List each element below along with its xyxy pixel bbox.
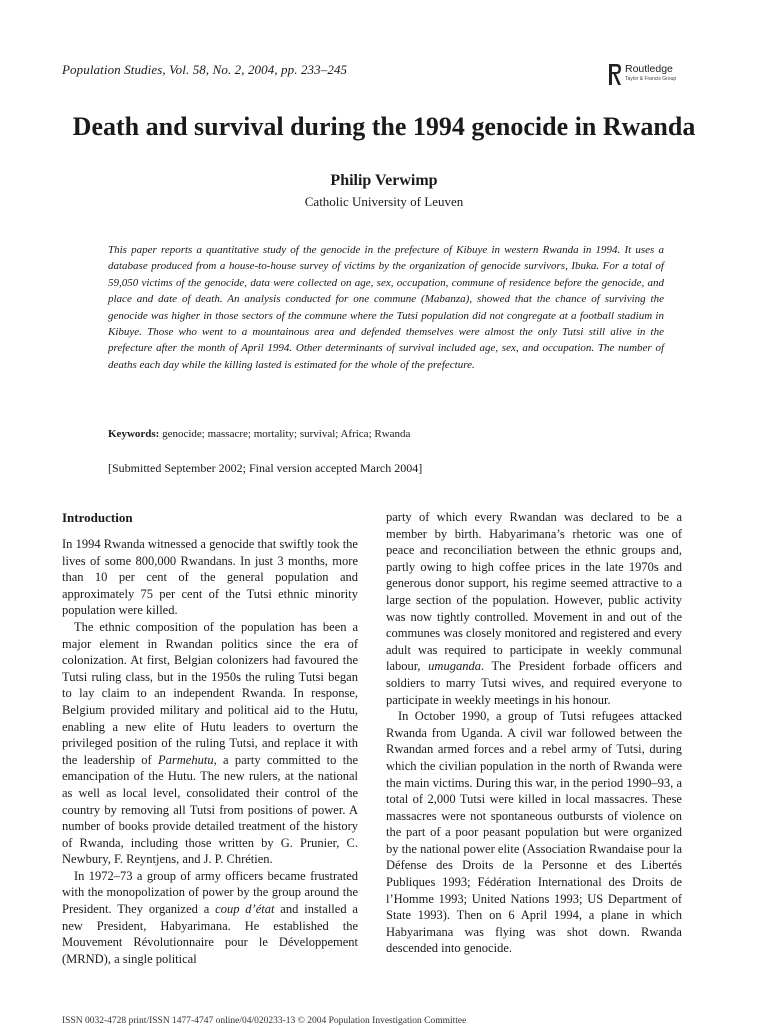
footer-issn: ISSN 0032-4728 print/ISSN 1477-4747 online/04/020233-13 © 2004 Population Investigation Committee — [62, 1016, 467, 1026]
body-paragraph: In 1994 Rwanda witnessed a genocide that swiftly took the lives of some 800,000 Rwandans. In just 3 months, more than 10 per cent of the general population and approximately 75 per cent of the Tutsi ethnic minority population were killed. — [62, 537, 358, 618]
body-column-left — [62, 509, 358, 967]
paper-title: Death and survival during the 1994 genocide in Rwanda — [72, 112, 696, 141]
body-column-right — [386, 509, 682, 957]
publisher-subtitle: Taylor & Francis Group — [625, 75, 677, 82]
keywords-list: genocide; massacre; mortality; survival; Africa; Rwanda — [159, 428, 411, 440]
submission-dates: [Submitted September 2002; Final version accepted March 2004] — [108, 461, 423, 475]
author-affiliation: Catholic University of Leuven — [304, 194, 464, 209]
body-paragraph: party of which every Rwandan was declared to be a member by birth. Habyarimana’s rhetoric was one of peace and reconciliation between the ethnic groups and, partly owing to high coffee prices in the late 1970s and generous donor support, his regime seemed attractive to a large section of the population. However, public activity was now tightly controlled. Movement in and out of the communes was closely monitored and registered and every adult was required to participate in weekly communal labour, umuganda. The President forbade officers and soldiers to marry Tutsi wives, and required everyone to participate in weekly meetings in his honour. — [386, 510, 682, 707]
body-paragraph: In October 1990, a group of Tutsi refugees attacked Rwanda from Uganda. A civil war followed between the Rwandan armed forces and a rebel army of Tutsi, during which the civilian population in the north of Rwanda were the main victims. During this war, in the period 1990–93, a total of 2,000 Tutsi were killed in local massacres. These massacres were not spontaneous outbursts of violence on the part of a poor peasant population but were organized by the national power elite (Association Rwandaise pour la Défense des Droits de la Personne et des Libertés Publiques 1993; Fédération International des Droits de l’Homme 1993; United Nations 1993; US Department of State 1993). Then on 6 April 1994, a plane in which Habyarimana was flying was shot down. Rwanda descended into genocide. — [386, 709, 682, 956]
body-paragraph: In 1972–73 a group of army officers became frustrated with the monopolization of power by the group around the President. They organized a coup d’état and installed a new President, Habyarimana. He established the Mouvement Révolutionnaire pour le Développement (MRND), a single political — [62, 868, 358, 966]
body-paragraph: The ethnic composition of the population has been a major element in Rwandan politics since the era of colonization. At first, Belgian colonizers had favoured the Tutsi ruling class, but in the 1950s the ruling Tutsi began to lay claim to an independent Rwanda. In response, Belgium provided military and political aid to the Hutu, enabling a new elite of Hutu leaders to overturn the privileged position of the ruling Tutsi, and replace it with the leadership of Parmehutu, a party committed to the emancipation of the Hutu. The new rulers, at the national as well as local level, consolidated their control of the country by removing all Tutsi from positions of power. A number of books provide detailed treatment of the history of Rwanda, including those written by G. Prunier, C. Newbury, F. Reyntjens, and J. P. Chrétien. — [62, 619, 358, 867]
publisher-name: Routledge — [625, 63, 673, 75]
keywords — [108, 428, 410, 440]
abstract: This paper reports a quantitative study of the genocide in the prefecture of Kibuye in western Rwanda in 1994. It uses a database produced from a house-to-house survey of victims by the organization of genocide survivors, Ibuka. For a total of 59,050 victims of the genocide, data were collected on age, sex, occupation, commune of residence before the genocide, and place and date of death. An analysis conducted for one commune (Mabanza), showed that the chance of surviving the genocide was higher in those sectors of the commune where the Tutsi population did not congregate at a football stadium in Kibuye. Those who went to a mountainous area and defended themselves were almost the only Tutsi still alive in the prefecture after the month of April 1994. Other determinants of survival included age, sex, and occupation. The number of deaths each day while the killing lasted is estimated for the whole of the prefecture. — [108, 244, 664, 371]
keywords-label: Keywords: — [108, 428, 160, 440]
routledge-logo-icon — [609, 64, 622, 85]
author-name: Philip Verwimp — [330, 172, 438, 189]
publisher-logo — [609, 64, 676, 85]
journal-reference: Population Studies, Vol. 58, No. 2, 2004, pp. 233–245 — [62, 62, 348, 77]
section-heading-introduction: Introduction — [62, 510, 133, 525]
